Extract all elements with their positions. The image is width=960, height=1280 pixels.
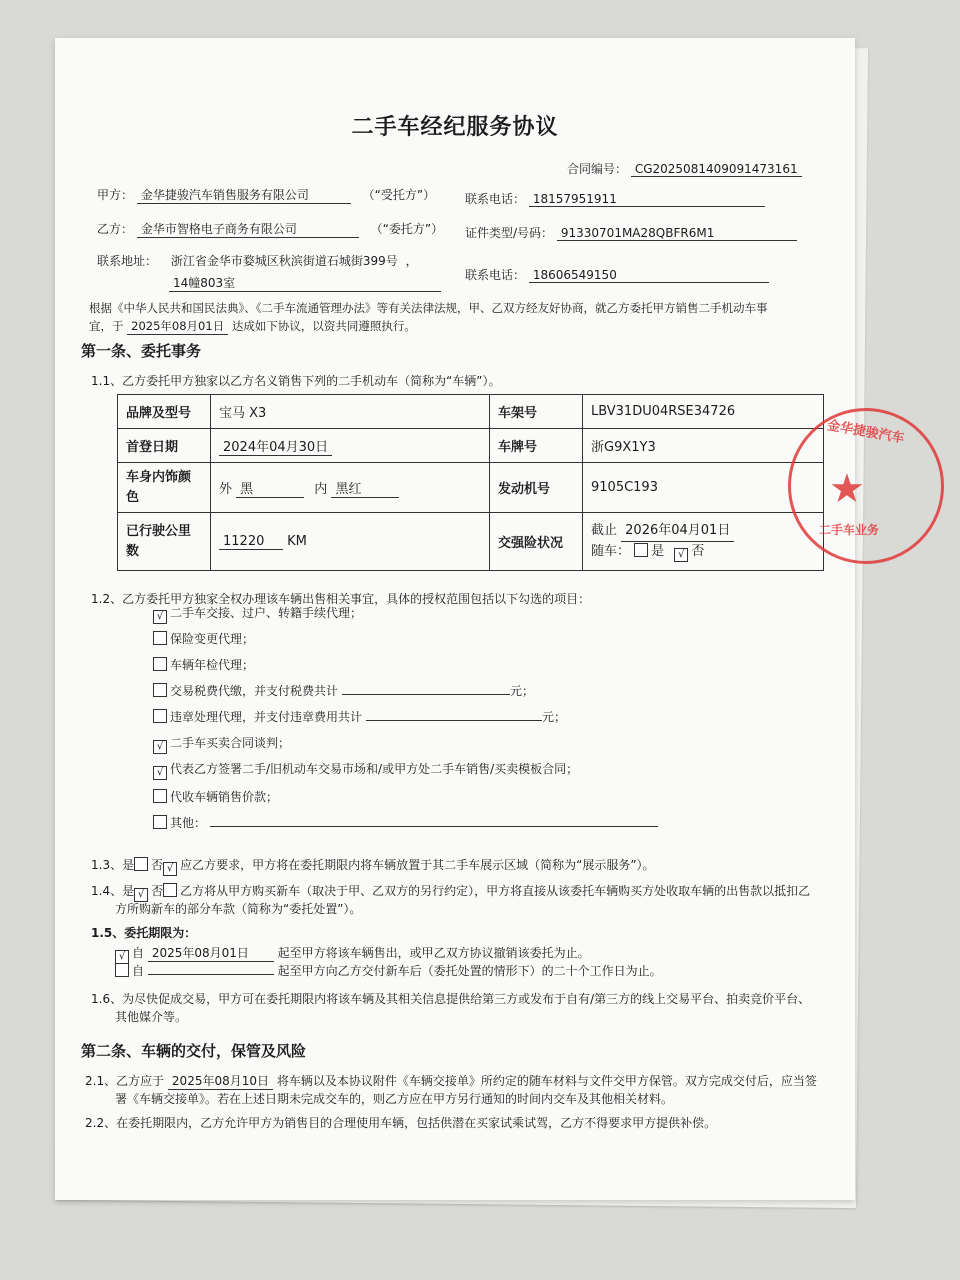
authorization-item-blank[interactable] (342, 694, 510, 695)
clause-1-3-text: 应乙方要求，甲方将在委托期限内将车辆放置于其二手车展示区域（简称为“展示服务”）。 (180, 858, 655, 872)
mileage-cell (211, 513, 490, 571)
mileage-label: 已行驶公里数 (118, 513, 211, 571)
party-a-name: 金华捷骏汽车销售服务有限公司 (137, 186, 351, 204)
contract-number: CG2025081409091473161 (631, 162, 802, 177)
clause-1-6-line1: 1.6、为尽快促成交易，甲方可在委托期限内将该车辆及其相关信息提供给第三方或发布于自有/第三方的线上交易平台、拍卖竞价平台、 (91, 992, 811, 1006)
color-label: 车身内饰颜色 (118, 463, 211, 513)
party-b-phone: 18606549150 (529, 268, 769, 283)
clause-2-1-text: 将车辆以及本协议附件《车辆交接单》所约定的随车材料与文件交甲方保管。双方完成交付后，应当签 (276, 1074, 817, 1088)
clause-1-3-no-label: 否 (151, 858, 164, 872)
engine-label: 发动机号 (490, 463, 583, 513)
plate-label: 车牌号 (490, 429, 583, 463)
party-a-phone-row (465, 190, 765, 207)
clause-2-1 (85, 1072, 817, 1090)
authorization-item-unit: 元； (510, 684, 535, 698)
color-cell (211, 463, 490, 513)
authorization-item-checkbox[interactable] (153, 709, 167, 723)
party-b-phone-label: 联系电话： (465, 268, 526, 282)
insurance-until-prefix: 截止 (591, 523, 618, 538)
party-b-role: （“委托方”） (370, 222, 444, 236)
party-b-address-line1: 浙江省金华市婺城区秋滨街道石城街399号 (170, 254, 398, 268)
company-seal (788, 408, 944, 564)
disposal-yes-checkbox[interactable]: √ (134, 888, 148, 902)
intro-line2 (89, 318, 416, 335)
insurance-with-car-label: 随车： (591, 544, 631, 559)
authorization-item (153, 734, 290, 754)
authorization-item (153, 682, 534, 699)
clause-1-4 (91, 882, 810, 902)
insurance-with-car-row (591, 542, 815, 562)
insurance-no-label: 否 (691, 544, 705, 559)
party-b-id: 91330701MA28QBFR6M1 (557, 226, 797, 241)
authorization-item-checkbox[interactable]: √ (153, 766, 167, 780)
seal-top-text: 金华捷骏汽车 (825, 418, 906, 447)
term-option-2-date-blank (148, 974, 274, 975)
vehicle-row-brand (118, 395, 824, 429)
party-b-id-row (465, 224, 797, 241)
color-out-label: 外 (219, 481, 233, 497)
party-b-address-line2: 14幢803室 (169, 274, 441, 292)
authorization-item-label: 违章处理代理，并支付违章费用共计 (170, 710, 363, 724)
authorization-item (153, 760, 578, 780)
authorization-item-label: 二手车交接、过户、转籍手续代理； (170, 606, 363, 620)
document-title: 二手车经纪服务协议 (351, 115, 559, 140)
authorization-item-checkbox[interactable] (153, 815, 167, 829)
clause-1-4-prefix: 1.4、是 (91, 884, 135, 898)
authorization-item-checkbox[interactable] (153, 789, 167, 803)
insurance-until-row (591, 521, 815, 542)
party-a-label: 甲方： (97, 188, 134, 202)
term-option-2-checkbox[interactable] (115, 963, 129, 977)
party-b-id-label: 证件类型/号码： (465, 226, 554, 240)
clause-2-2: 2.2、在委托期限内，乙方允许甲方为销售目的合理使用车辆，包括供潜在买家试乘试驾，乙方不得要求甲方提供补偿。 (85, 1116, 717, 1130)
authorization-item-unit: 元； (542, 710, 567, 724)
vehicle-row-reg (118, 429, 824, 463)
article-1-title: 第一条、委托事务 (81, 342, 202, 360)
authorization-item (153, 656, 254, 673)
engine-value: 9105C193 (583, 463, 824, 513)
clause-2-1-line2: 署《车辆交接单》。若在上述日期未完成交车的，则乙方应在甲方另行通知的时间内交车及其他相关材料。 (115, 1092, 674, 1106)
clause-1-5-title: 1.5、委托期限为： (91, 926, 197, 940)
term-option-1-date: 2025年08月01日 (148, 944, 274, 962)
contract-page (55, 38, 855, 1200)
authorization-item-checkbox[interactable]: √ (153, 740, 167, 754)
term-option-2 (115, 962, 662, 979)
authorization-item-blank[interactable] (210, 826, 658, 827)
party-a-phone-label: 联系电话： (465, 192, 526, 206)
authorization-item-blank[interactable] (366, 720, 542, 721)
disposal-no-checkbox[interactable] (163, 883, 177, 897)
term-option-1-checkbox[interactable]: √ (115, 950, 129, 964)
seal-bottom-text: 二手车业务 (819, 523, 880, 537)
clause-1-3 (91, 856, 655, 876)
authorization-item (153, 788, 278, 805)
party-b-row (97, 220, 443, 238)
term-option-2-prefix: 自 (132, 964, 145, 978)
clause-1-4-no-label: 否 (151, 884, 164, 898)
authorization-item (153, 604, 362, 624)
clause-1-2: 1.2、乙方委托甲方独家全权办理该车辆出售相关事宜，具体的授权范围包括以下勾选的项目： (91, 592, 591, 606)
intro-prefix: 宜，于 (89, 319, 124, 333)
clause-1-1: 1.1、乙方委托甲方独家以乙方名义销售下列的二手机动车（简称为“车辆”）。 (91, 374, 501, 388)
color-out-value: 黑 (236, 478, 304, 498)
mileage-unit: KM (287, 533, 307, 549)
authorization-item-checkbox[interactable]: √ (153, 610, 167, 624)
clause-1-4-text: 乙方将从甲方购买新车（取决于甲、乙双方的另行约定），甲方将直接从该委托车辆购买方处收取车辆的出售款以抵扣乙 (180, 884, 811, 898)
term-option-1-prefix: 自 (132, 946, 145, 960)
intro-date: 2025年08月01日 (127, 318, 228, 335)
color-in-label: 内 (314, 481, 328, 497)
insurance-until-date: 2026年04月01日 (621, 521, 734, 542)
party-b-address-label: 联系地址： (97, 254, 158, 268)
vin-label: 车架号 (490, 395, 583, 429)
contract-number-label: 合同编号： (567, 162, 628, 176)
authorization-item (153, 708, 566, 725)
party-b-address-line2-row (169, 274, 441, 292)
authorization-item-label: 代收车辆销售价款； (170, 790, 279, 804)
display-yes-checkbox[interactable] (134, 857, 148, 871)
party-a-role: （“受托方”） (362, 188, 436, 202)
intro-line1: 根据《中华人民共和国民法典》、《二手车流通管理办法》等有关法律法规，甲、乙双方经友好协商，就乙方委托甲方销售二手机动车事 (89, 301, 768, 315)
insurance-yes-checkbox[interactable] (634, 543, 648, 557)
term-option-2-text: 起至甲方向乙方交付新车后（委托处置的情形下）的二十个工作日为止。 (277, 964, 662, 978)
authorization-item-label: 其他： (170, 816, 207, 830)
mileage-value: 11220 (219, 534, 283, 550)
brand-value: 宝马 X3 (211, 395, 490, 429)
clause-2-1-date: 2025年08月10日 (168, 1072, 273, 1090)
party-b-address-row (97, 252, 418, 269)
seal-star-icon: ★ (829, 466, 865, 512)
authorization-item-label: 代表乙方签署二手/旧机动车交易市场和/或甲方处二手车销售/买卖模板合同； (170, 762, 579, 776)
contract-number-row (567, 160, 802, 177)
authorization-item-checkbox[interactable] (153, 631, 167, 645)
clause-1-6-line2: 其他媒介等。 (115, 1010, 188, 1024)
term-option-1 (115, 944, 590, 964)
reg-date-label: 首登日期 (118, 429, 211, 463)
authorization-item (153, 814, 658, 831)
term-option-1-text: 起至甲方将该车辆售出，或甲乙双方协议撤销该委托为止。 (277, 946, 590, 960)
authorization-item-label: 保险变更代理； (170, 632, 255, 646)
brand-label: 品牌及型号 (118, 395, 211, 429)
plate-value: 浙G9X1Y3 (583, 429, 824, 463)
vehicle-table (117, 394, 824, 571)
display-no-checkbox[interactable]: √ (163, 862, 177, 876)
party-b-phone-row (465, 266, 769, 283)
clause-1-3-prefix: 1.3、是 (91, 858, 135, 872)
authorization-item (153, 630, 254, 647)
authorization-item-checkbox[interactable] (153, 657, 167, 671)
authorization-item-checkbox[interactable] (153, 683, 167, 697)
vehicle-row-color (118, 463, 824, 513)
vehicle-row-mileage (118, 513, 824, 571)
reg-date-cell (211, 429, 490, 463)
party-b-name: 金华市智格电子商务有限公司 (137, 220, 359, 238)
intro-suffix: 达成如下协议，以资共同遵照执行。 (231, 319, 416, 333)
authorization-item-label: 交易税费代缴，并支付税费共计 (170, 684, 339, 698)
authorization-item-label: 车辆年检代理； (170, 658, 255, 672)
party-b-label: 乙方： (97, 222, 134, 236)
reg-date-value: 2024年04月30日 (219, 436, 332, 456)
clause-1-4-line2: 方所购新车的部分车款（简称为“委托处置”）。 (115, 902, 362, 916)
party-b-address-separator: ， (405, 254, 418, 268)
insurance-label: 交强险状况 (490, 513, 583, 571)
insurance-cell (583, 513, 824, 571)
insurance-yes-label: 是 (651, 544, 665, 559)
party-a-row (97, 186, 435, 204)
vin-value: LBV31DU04RSE34726 (583, 395, 824, 429)
article-2-title: 第二条、车辆的交付，保管及风险 (81, 1042, 307, 1060)
clause-2-1-prefix: 2.1、乙方应于 (85, 1074, 165, 1088)
authorization-item-label: 二手车买卖合同谈判； (170, 736, 291, 750)
insurance-no-checkbox[interactable]: √ (674, 548, 688, 562)
color-in-value: 黑红 (331, 478, 399, 498)
party-a-phone: 18157951911 (529, 192, 765, 207)
